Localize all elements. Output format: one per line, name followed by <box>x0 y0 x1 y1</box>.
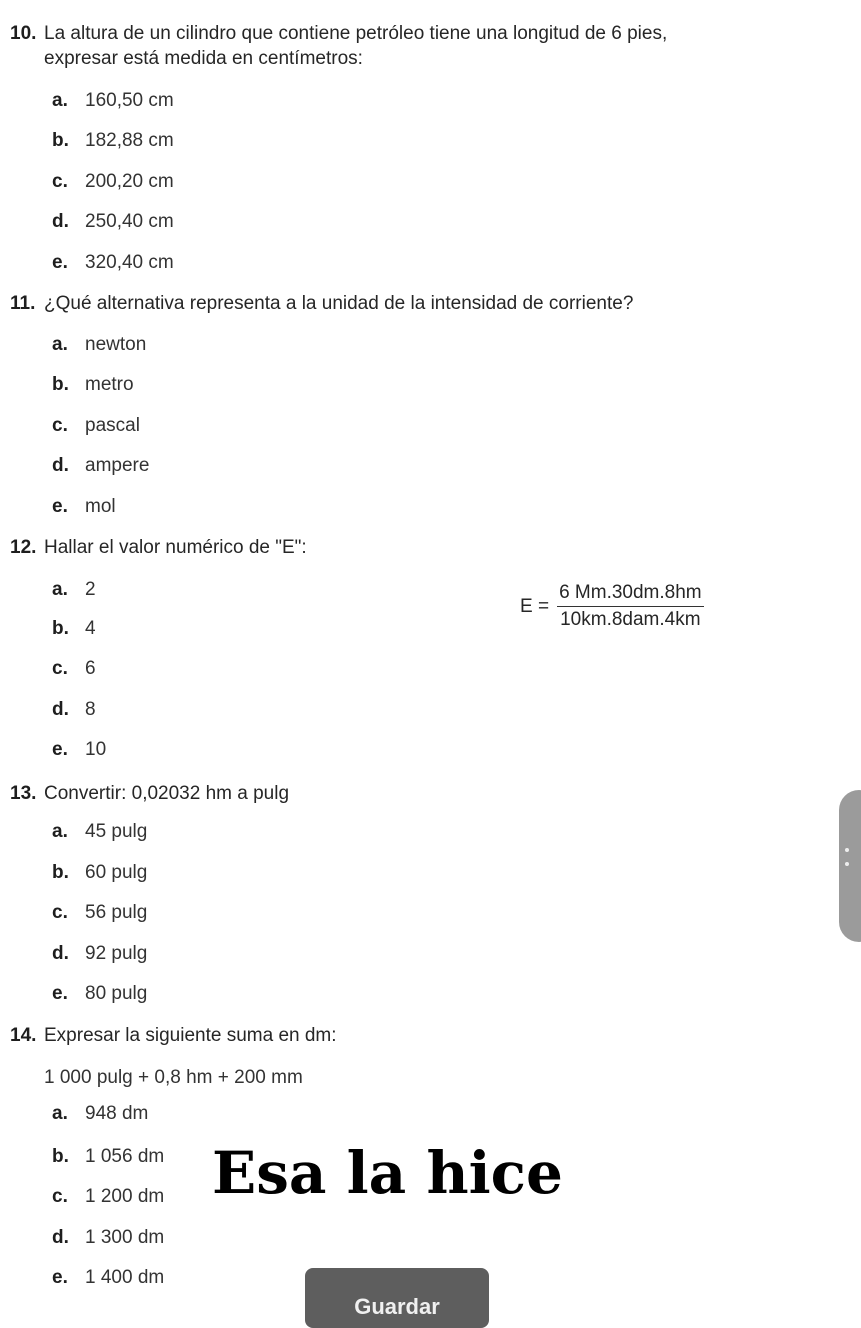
option-letter: a. <box>52 821 68 842</box>
option-letter: a. <box>52 334 68 355</box>
option-letter: d. <box>52 455 69 476</box>
option-value: 80 pulg <box>85 983 148 1004</box>
q13-option-b <box>52 861 147 884</box>
option-value: 320,40 cm <box>85 252 174 273</box>
side-drag-handle[interactable] <box>839 790 861 942</box>
option-letter: b. <box>52 618 69 639</box>
q10-option-d <box>52 210 174 233</box>
handle-dot-icon <box>845 848 849 852</box>
option-value: mol <box>85 496 116 517</box>
option-letter: c. <box>52 658 68 679</box>
option-value: 1 300 dm <box>85 1227 165 1248</box>
sum-expression: 1 000 pulg + 0,8 hm + 200 mm <box>44 1067 303 1088</box>
option-letter: c. <box>52 1186 68 1207</box>
option-value: 1 056 dm <box>85 1146 165 1167</box>
option-letter: b. <box>52 862 69 883</box>
option-value: 4 <box>85 618 96 639</box>
q11-option-a <box>52 333 146 356</box>
formula-numerator: 6 Mm.30dm.8hm <box>559 582 702 603</box>
option-value: 160,50 cm <box>85 90 174 111</box>
q12-option-b <box>52 617 96 640</box>
q14-option-e <box>52 1266 164 1289</box>
q10-option-b <box>52 129 174 152</box>
option-letter: b. <box>52 130 69 151</box>
bottom-tab-label: Guardar <box>354 1294 440 1319</box>
q12-option-d <box>52 698 96 721</box>
q11-option-b <box>52 373 134 396</box>
formula-fraction <box>557 582 704 631</box>
q10-option-c <box>52 170 174 193</box>
q14-option-b <box>52 1145 164 1168</box>
option-letter: d. <box>52 943 69 964</box>
option-letter: b. <box>52 1146 69 1167</box>
option-letter: d. <box>52 1227 69 1248</box>
q12-option-c <box>52 657 96 680</box>
bottom-action-tab[interactable] <box>305 1268 489 1328</box>
question-12-number: 12. <box>10 537 37 558</box>
option-value: 60 pulg <box>85 862 148 883</box>
option-value: 10 <box>85 739 107 760</box>
question-10-number: 10. <box>10 23 37 44</box>
q13-option-a <box>52 820 147 843</box>
option-value: 45 pulg <box>85 821 148 842</box>
question-10-text-line2: expresar está medida en centímetros: <box>44 48 363 69</box>
option-value: 92 pulg <box>85 943 148 964</box>
option-letter: c. <box>52 415 68 436</box>
option-value: metro <box>85 374 134 395</box>
q14-option-d <box>52 1226 164 1249</box>
option-value: ampere <box>85 455 150 476</box>
q11-option-c <box>52 414 140 437</box>
option-letter: e. <box>52 1267 68 1288</box>
q12-option-a <box>52 578 96 601</box>
q14-option-a <box>52 1102 148 1125</box>
option-letter: b. <box>52 374 69 395</box>
handle-dot-icon <box>845 862 849 866</box>
option-value: 250,40 cm <box>85 211 174 232</box>
q11-option-d <box>52 454 149 477</box>
option-letter: c. <box>52 902 68 923</box>
q13-option-d <box>52 942 147 965</box>
question-13-text: Convertir: 0,02032 hm a pulg <box>44 783 290 804</box>
q13-option-c <box>52 901 147 924</box>
option-letter: d. <box>52 699 69 720</box>
q13-option-e <box>52 982 147 1005</box>
option-value: newton <box>85 334 147 355</box>
option-value: 2 <box>85 579 96 600</box>
q12-option-e <box>52 738 106 761</box>
option-value: pascal <box>85 415 140 436</box>
q10-option-a <box>52 89 174 112</box>
option-letter: a. <box>52 579 68 600</box>
question-10-text-line1: La altura de un cilindro que contiene petróleo tiene una longitud de 6 pies, <box>44 23 668 44</box>
question-14-text: Expresar la siguiente suma en dm: <box>44 1025 337 1046</box>
option-value: 56 pulg <box>85 902 148 923</box>
question-14-number: 14. <box>10 1025 37 1046</box>
option-letter: a. <box>52 90 68 111</box>
option-value: 200,20 cm <box>85 171 174 192</box>
question-12-text: Hallar el valor numérico de "E": <box>44 537 307 558</box>
formula-E <box>520 582 704 631</box>
q10-option-e <box>52 251 174 274</box>
option-value: 948 dm <box>85 1103 149 1124</box>
formula-denominator: 10km.8dam.4km <box>560 609 701 630</box>
formula-lhs: E = <box>520 595 550 617</box>
question-13-number: 13. <box>10 783 37 804</box>
option-letter: a. <box>52 1103 68 1124</box>
question-11-text: ¿Qué alternativa representa a la unidad de la intensidad de corriente? <box>44 293 634 314</box>
option-letter: c. <box>52 171 68 192</box>
option-letter: e. <box>52 739 68 760</box>
option-letter: e. <box>52 496 68 517</box>
option-value: 1 200 dm <box>85 1186 165 1207</box>
option-value: 1 400 dm <box>85 1267 165 1288</box>
option-letter: d. <box>52 211 69 232</box>
option-value: 8 <box>85 699 96 720</box>
q14-option-c <box>52 1185 164 1208</box>
option-value: 6 <box>85 658 96 679</box>
question-11-number: 11. <box>10 293 36 314</box>
option-value: 182,88 cm <box>85 130 174 151</box>
overlay-caption: Esa la hice <box>212 1139 563 1207</box>
option-letter: e. <box>52 252 68 273</box>
option-letter: e. <box>52 983 68 1004</box>
q11-option-e <box>52 495 116 518</box>
